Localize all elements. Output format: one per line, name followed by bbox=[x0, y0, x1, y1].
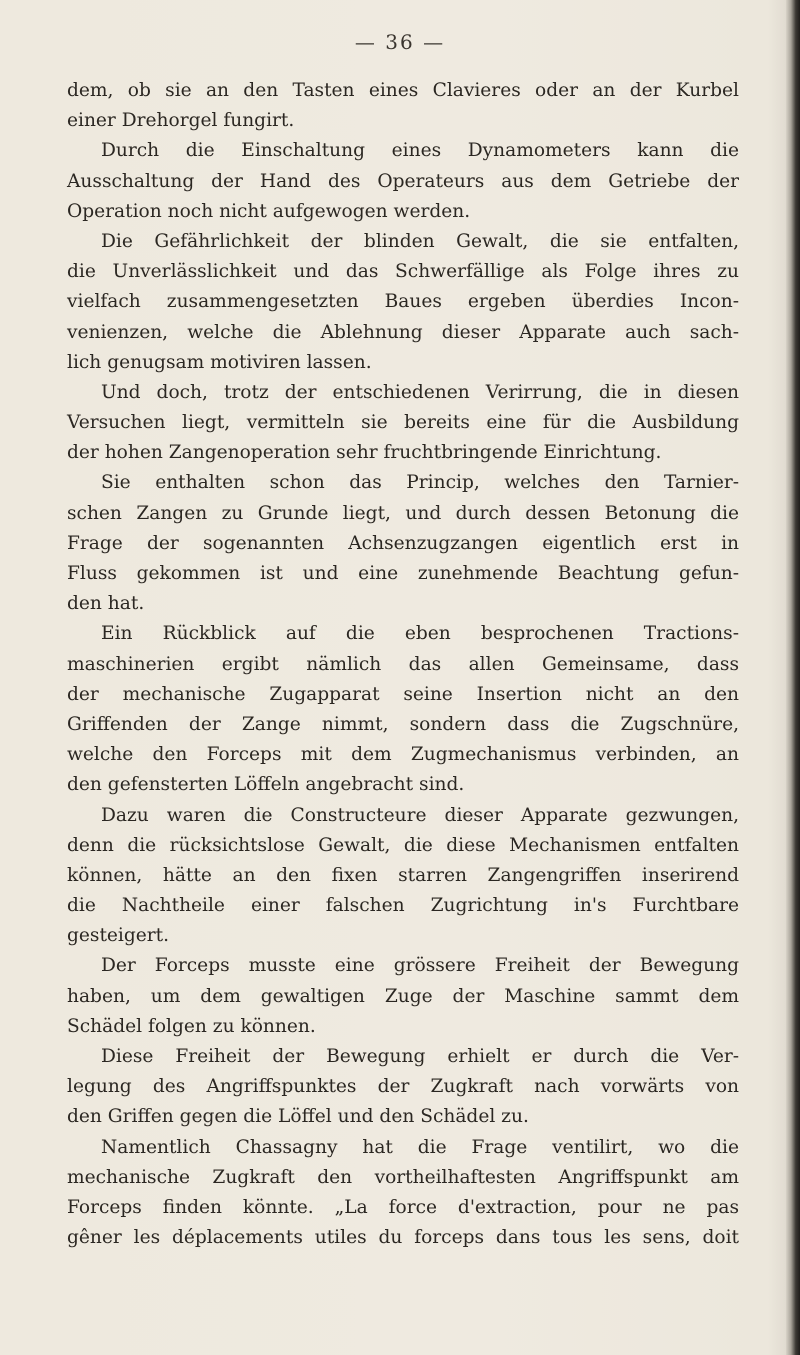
page-number: — 36 — bbox=[354, 30, 446, 54]
text-line: einer Drehorgel fungirt. bbox=[67, 110, 295, 132]
text-line: welche den Forceps mit dem Zugmechanismus verbinden, an bbox=[67, 744, 739, 766]
text-line: Sie enthalten schon das Princip, welches den Tarnier- bbox=[101, 472, 739, 494]
text-line: Ein Rückblick auf die eben besprochenen Tractions- bbox=[101, 623, 739, 645]
text-line: Frage der sogenannten Achsenzugzangen eigentlich erst in bbox=[67, 532, 739, 554]
text-line: Der Forceps musste eine grössere Freiheit der Bewegung bbox=[101, 955, 739, 977]
text-line: Dazu waren die Constructeure dieser Apparate gezwungen, bbox=[101, 804, 739, 826]
text-line: Schädel folgen zu können. bbox=[67, 1015, 316, 1037]
text-line: der mechanische Zugapparat seine Insertion nicht an den bbox=[67, 683, 739, 705]
text-line: gêner les déplacements utiles du forceps dans tous les sens, doit bbox=[67, 1227, 739, 1249]
text-line: venienzen, welche die Ablehnung dieser Apparate auch sach- bbox=[67, 321, 739, 343]
text-line: gesteigert. bbox=[67, 925, 170, 947]
text-line: vielfach zusammengesetzten Baues ergeben überdies Incon- bbox=[67, 291, 739, 313]
text-line: den Griffen gegen die Löffel und den Schädel zu. bbox=[67, 1106, 529, 1128]
text-line: schen Zangen zu Grunde liegt, und durch dessen Betonung die bbox=[67, 502, 739, 524]
text-line: Ausschaltung der Hand des Operateurs aus dem Getriebe der bbox=[67, 170, 739, 192]
text-line: Fluss gekommen ist und eine zunehmende Beachtung gefun- bbox=[67, 563, 739, 584]
text-line: Operation noch nicht aufgewogen werden. bbox=[67, 200, 471, 222]
text-line: maschinerien ergibt nämlich das allen Gemeinsame, dass bbox=[67, 653, 739, 675]
text-line: die Nachtheile einer falschen Zugrichtung in's Furchtbare bbox=[67, 895, 739, 917]
body-text bbox=[67, 76, 739, 1253]
text-line: Die Gefährlichkeit der blinden Gewalt, die sie entfalten, bbox=[101, 230, 739, 252]
text-line: können, hätte an den fixen starren Zangengriffen inserirend bbox=[67, 864, 739, 886]
text-line: Versuchen liegt, vermitteln sie bereits eine für die Ausbildung bbox=[67, 412, 739, 434]
text-line: Forceps finden könnte. „La force d'extraction, pour ne pas bbox=[67, 1196, 739, 1218]
text-line: die Unverlässlichkeit und das Schwerfällige als Folge ihres zu bbox=[67, 261, 739, 283]
text-line: Durch die Einschaltung eines Dynamometers kann die bbox=[101, 140, 739, 162]
text-line: mechanische Zugkraft den vortheilhaftesten Angriffspunkt am bbox=[67, 1166, 739, 1188]
text-line: den gefensterten Löffeln angebracht sind. bbox=[67, 774, 465, 796]
text-line: der hohen Zangenoperation sehr fruchtbringende Einrichtung. bbox=[67, 442, 662, 464]
text-line: legung des Angriffspunktes der Zugkraft nach vorwärts von bbox=[67, 1076, 739, 1098]
text-line: lich genugsam motiviren lassen. bbox=[67, 351, 372, 373]
text-line: Diese Freiheit der Bewegung erhielt er durch die Ver- bbox=[101, 1046, 739, 1067]
text-line: Griffenden der Zange nimmt, sondern dass die Zugschnüre, bbox=[67, 713, 739, 735]
page-edge-shadow bbox=[786, 0, 800, 1355]
text-line: den hat. bbox=[67, 593, 145, 615]
text-line: Und doch, trotz der entschiedenen Verirrung, die in diesen bbox=[101, 381, 739, 403]
text-line: haben, um dem gewaltigen Zuge der Maschine sammt dem bbox=[67, 985, 739, 1007]
text-line: denn die rücksichtslose Gewalt, die diese Mechanismen entfalten bbox=[67, 834, 739, 856]
text-line: Namentlich Chassagny hat die Frage ventilirt, wo die bbox=[101, 1136, 739, 1158]
text-line: dem, ob sie an den Tasten eines Clavieres oder an der Kurbel bbox=[67, 80, 739, 101]
